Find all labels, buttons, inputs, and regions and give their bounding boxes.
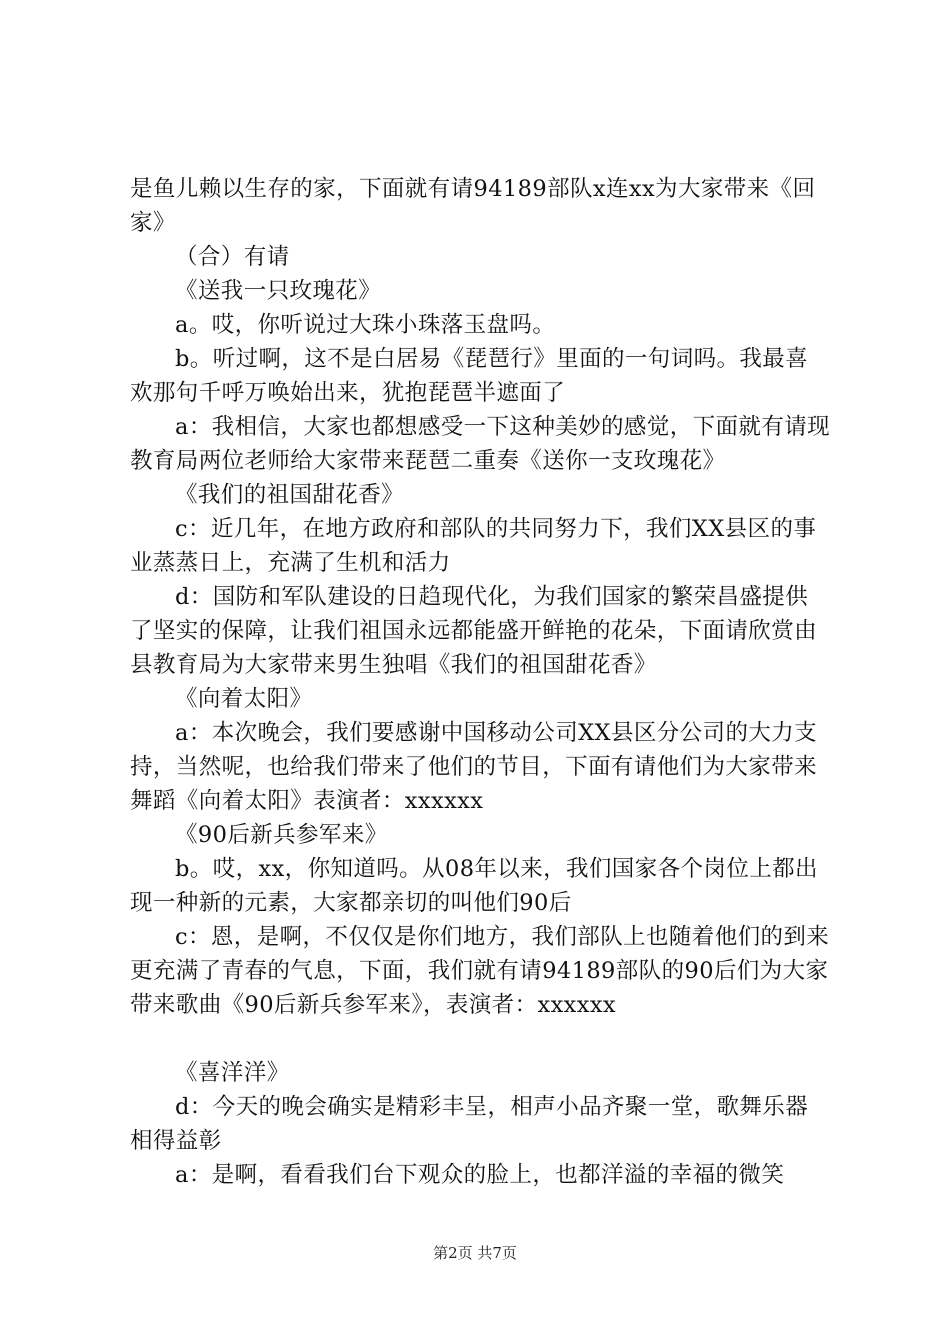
dialogue-line: c：恩，是啊，不仅仅是你们地方，我们部队上也随着他们的到来更充满了青春的气息，下面，我们就有请94189部队的90后们为大家带来歌曲《90后新兵参军来》，表演者：xxxxxx xyxy=(130,924,830,1018)
dialogue-line: d：国防和军队建设的日趋现代化，为我们国家的繁荣昌盛提供了坚实的保障，让我们祖国永远都能盛开鲜艳的花朵，下面请欣赏由县教育局为大家带来男生独唱《我们的祖国甜花香》 xyxy=(130,584,818,678)
dialogue-line: c：近几年，在地方政府和部队的共同努力下，我们XX县区的事业蒸蒸日上，充满了生机和活力 xyxy=(130,516,817,576)
page-footer xyxy=(0,1243,950,1263)
blank-line xyxy=(130,1022,830,1056)
dialogue-line: a：我相信，大家也都想感受一下这种美妙的感觉，下面就有请现教育局两位老师给大家带来琵琶二重奏《送你一支玫瑰花》 xyxy=(130,414,831,474)
paragraph-continuation: 是鱼儿赖以生存的家，下面就有请94189部队x连xx为大家带来《回家》 xyxy=(130,176,816,236)
dialogue-line: a：是啊，看看我们台下观众的脸上，也都洋溢的幸福的微笑 xyxy=(175,1162,785,1188)
paragraph-chorus-invite: （合）有请 xyxy=(175,244,290,270)
dialogue-line: a。哎，你听说过大珠小珠落玉盘吗。 xyxy=(175,312,556,338)
page-number: 第2页 共7页 xyxy=(433,1244,517,1262)
program-title-new-soldiers: 《90后新兵参军来》 xyxy=(175,822,388,848)
program-title-motherland: 《我们的祖国甜花香》 xyxy=(175,482,405,508)
document-body xyxy=(130,172,830,1192)
dialogue-line: b。哎，xx，你知道吗。从08年以来，我们国家各个岗位上都出现一种新的元素，大家都亲切的叫他们90后 xyxy=(130,856,818,916)
dialogue-line: b。听过啊，这不是白居易《琵琶行》里面的一句词吗。我最喜欢那句千呼万唤始出来，犹抱琵琶半遮面了 xyxy=(130,346,809,406)
program-title-rose: 《送我一只玫瑰花》 xyxy=(175,278,382,304)
program-title-sun: 《向着太阳》 xyxy=(175,686,313,712)
dialogue-line: d：今天的晚会确实是精彩丰呈，相声小品齐聚一堂，歌舞乐器相得益彰 xyxy=(130,1094,809,1154)
program-title-joy: 《喜洋洋》 xyxy=(175,1060,290,1086)
dialogue-line: a：本次晚会，我们要感谢中国移动公司XX县区分公司的大力支持，当然呢，也给我们带来了他们的节目，下面有请他们为大家带来舞蹈《向着太阳》表演者：xxxxxx xyxy=(130,720,818,814)
